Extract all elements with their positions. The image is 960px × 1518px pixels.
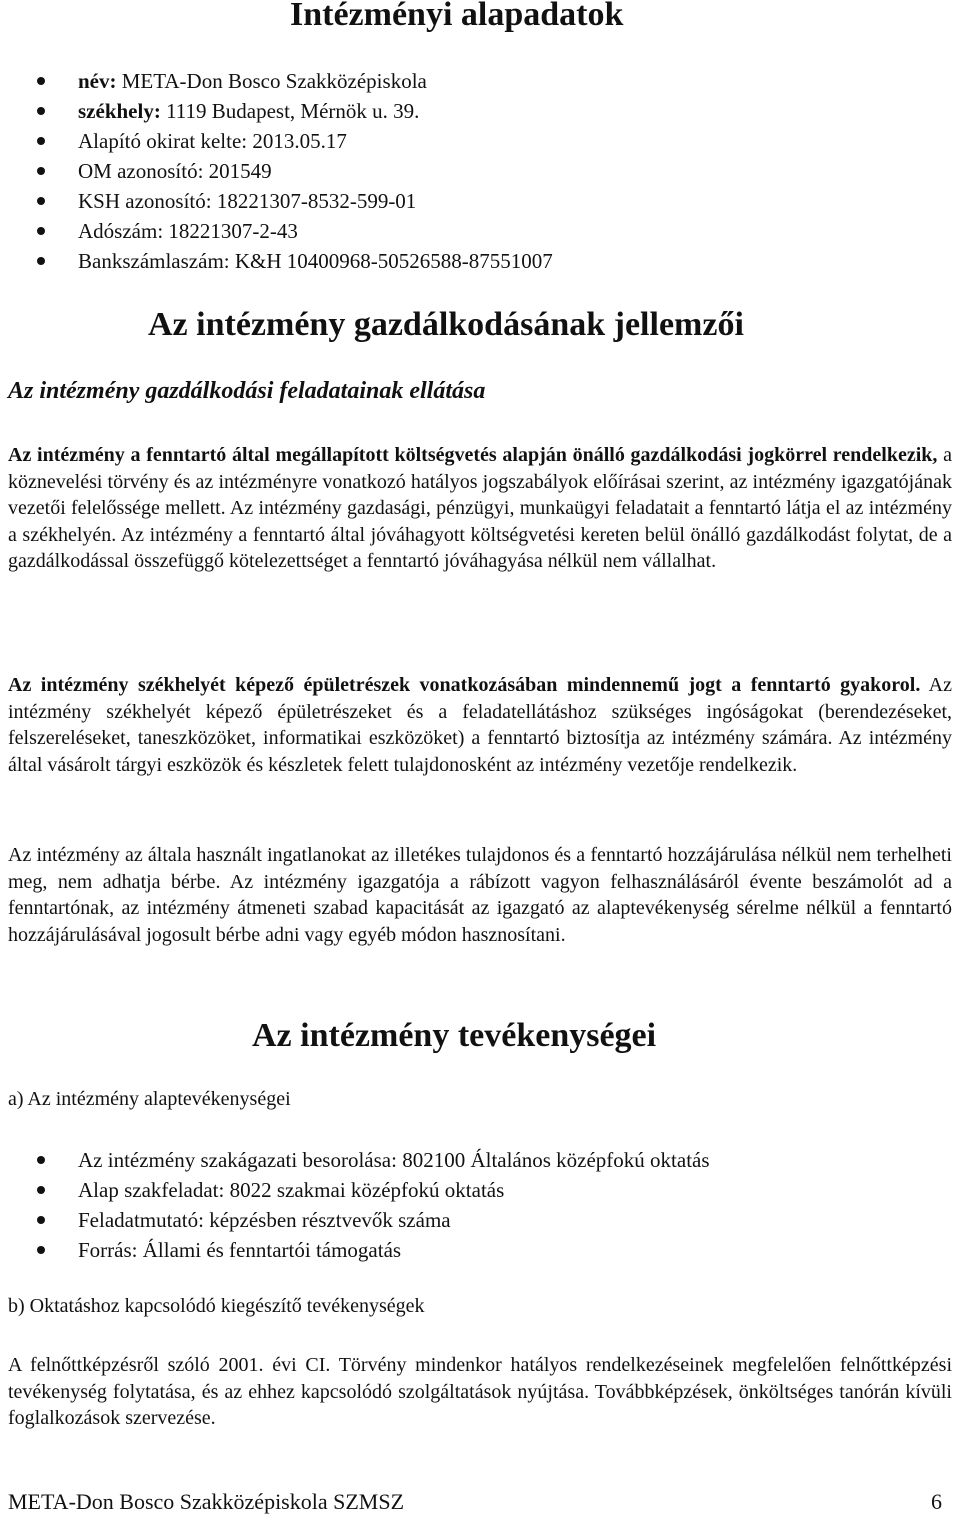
list-item-value: Bankszámlaszám: K&H 10400968-50526588-87551007 [78,249,553,273]
list-item-value: Alapító okirat kelte: 2013.05.17 [78,129,347,153]
core-activities-list [0,1145,710,1265]
list-item [0,246,553,276]
bullet-icon [37,227,45,235]
list-item-value: Az intézmény szakágazati besorolása: 802100 Általános középfokú oktatás [78,1148,710,1172]
heading-basic-data: Intézményi alapadatok [290,0,624,33]
paragraph-finance-autonomy [8,442,952,575]
bullet-icon [37,77,45,85]
list-item-value: Forrás: Állami és fenntartói támogatás [78,1238,402,1262]
list-item-value: META-Don Bosco Szakközépiskola [116,69,427,93]
list-item-value: OM azonosító: 201549 [78,159,272,183]
list-item [0,1205,710,1235]
heading-activities: Az intézmény tevékenységei [252,1017,657,1054]
bullet-icon [37,167,45,175]
paragraph-adult-education: A felnőttképzésről szóló 2001. évi CI. Törvény mindenkor hatályos rendelkezéseinek megfelelően felnőttképzési tevékenység folytatása, és az ehhez kapcsolódó szolgáltatások nyújtása. Továbbképzések, önköltséges tanórán kívüli foglalkozások szervezése. [8,1354,952,1430]
list-item-label: székhely: [78,99,161,123]
bullet-icon [37,1186,45,1194]
list-item-value: KSH azonosító: 18221307-8532-599-01 [78,189,417,213]
bullet-icon [37,1216,45,1224]
list-item [0,216,553,246]
footer-text: META-Don Bosco Szakközépiskola SZMSZ [8,1489,405,1514]
basic-data-list [0,66,553,276]
list-item-label: név: [78,69,117,93]
bullet-icon [37,107,45,115]
list-item [0,126,553,156]
paragraph-bold-lead: Az intézmény székhelyét képező épületrészek vonatkozásában mindennemű jogt a fenntartó gyakorol. [8,674,921,696]
bullet-icon [37,197,45,205]
list-item [0,96,553,126]
list-item-value: Alap szakfeladat: 8022 szakmai középfokú oktatás [78,1178,505,1202]
list-item [0,1175,710,1205]
paragraph-real-estate: Az intézmény az általa használt ingatlanokat az illetékes tulajdonos és a fenntartó hozzájárulása nélkül nem terhelheti meg, nem adhatja bérbe. Az intézmény igazgatója a rábízott vagyon felhasználásáról évente beszámolót ad a fenntartónak, az intézmény átmeneti szabad kapacitását az igazgató az alaptevékenység sérelme nélkül a fenntartó hozzájárulásával jogosult bérbe adni vagy egyéb módon hasznosítani. [8,844,952,946]
paragraph-body: Az intézmény székhelyét képező épületrészeket és a feladatellátáshoz szükséges ingóságokat (berendezéseket, felszereléseket, taneszközöket, informatikai eszközöket) a fenntartó biztosítja az intézmény számára. Az intézmény által vásárolt tárgyi eszközök és készletek felett tulajdonosként az intézmény vezetője rendelkezik. [8,674,953,776]
list-item-value: Adószám: 18221307-2-43 [78,219,298,243]
bullet-icon [37,1246,45,1254]
list-item [0,156,553,186]
list-item-value: 1119 Budapest, Mérnök u. 39. [160,99,420,123]
subheading-finance-tasks: Az intézmény gazdálkodási feladatainak ellátása [8,378,486,404]
bullet-icon [37,257,45,265]
bullet-icon [37,137,45,145]
list-item-value: Feladatmutató: képzésben résztvevők száma [78,1208,451,1232]
bullet-icon [37,1156,45,1164]
list-item [0,186,553,216]
page-footer [8,1488,952,1516]
list-item [0,1235,710,1265]
list-item [0,66,553,96]
activities-label-b: b) Oktatáshoz kapcsolódó kiegészítő tevékenységek [8,1295,425,1317]
list-item [0,1145,710,1175]
paragraph-property-rights [8,672,952,778]
activities-label-a: a) Az intézmény alaptevékenységei [8,1088,291,1110]
paragraph-bold-lead: Az intézmény a fenntartó által megállapított költségvetés alapján önálló gazdálkodási jogkörrel rendelkezik, [8,444,938,466]
page-number: 6 [931,1489,942,1514]
heading-finance: Az intézmény gazdálkodásának jellemzői [148,306,744,343]
paragraph-body: a köznevelési törvény és az intézményre vonatkozó hatályos jogszabályok előírásai szerint, az intézmény igazgatójának vezetői felelőssége mellett. Az intézmény gazdasági, pénzügyi, munkaügyi feladatait a fenntartó látja el az intézmény a székhelyén. Az intézmény a fenntartó által jóváhagyott költségvetési kereten belül önálló gazdálkodást folytat, de a gazdálkodással összefüggő kötelezettséget a fenntartó jóváhagyása nélkül nem vállalhat. [8,444,952,573]
